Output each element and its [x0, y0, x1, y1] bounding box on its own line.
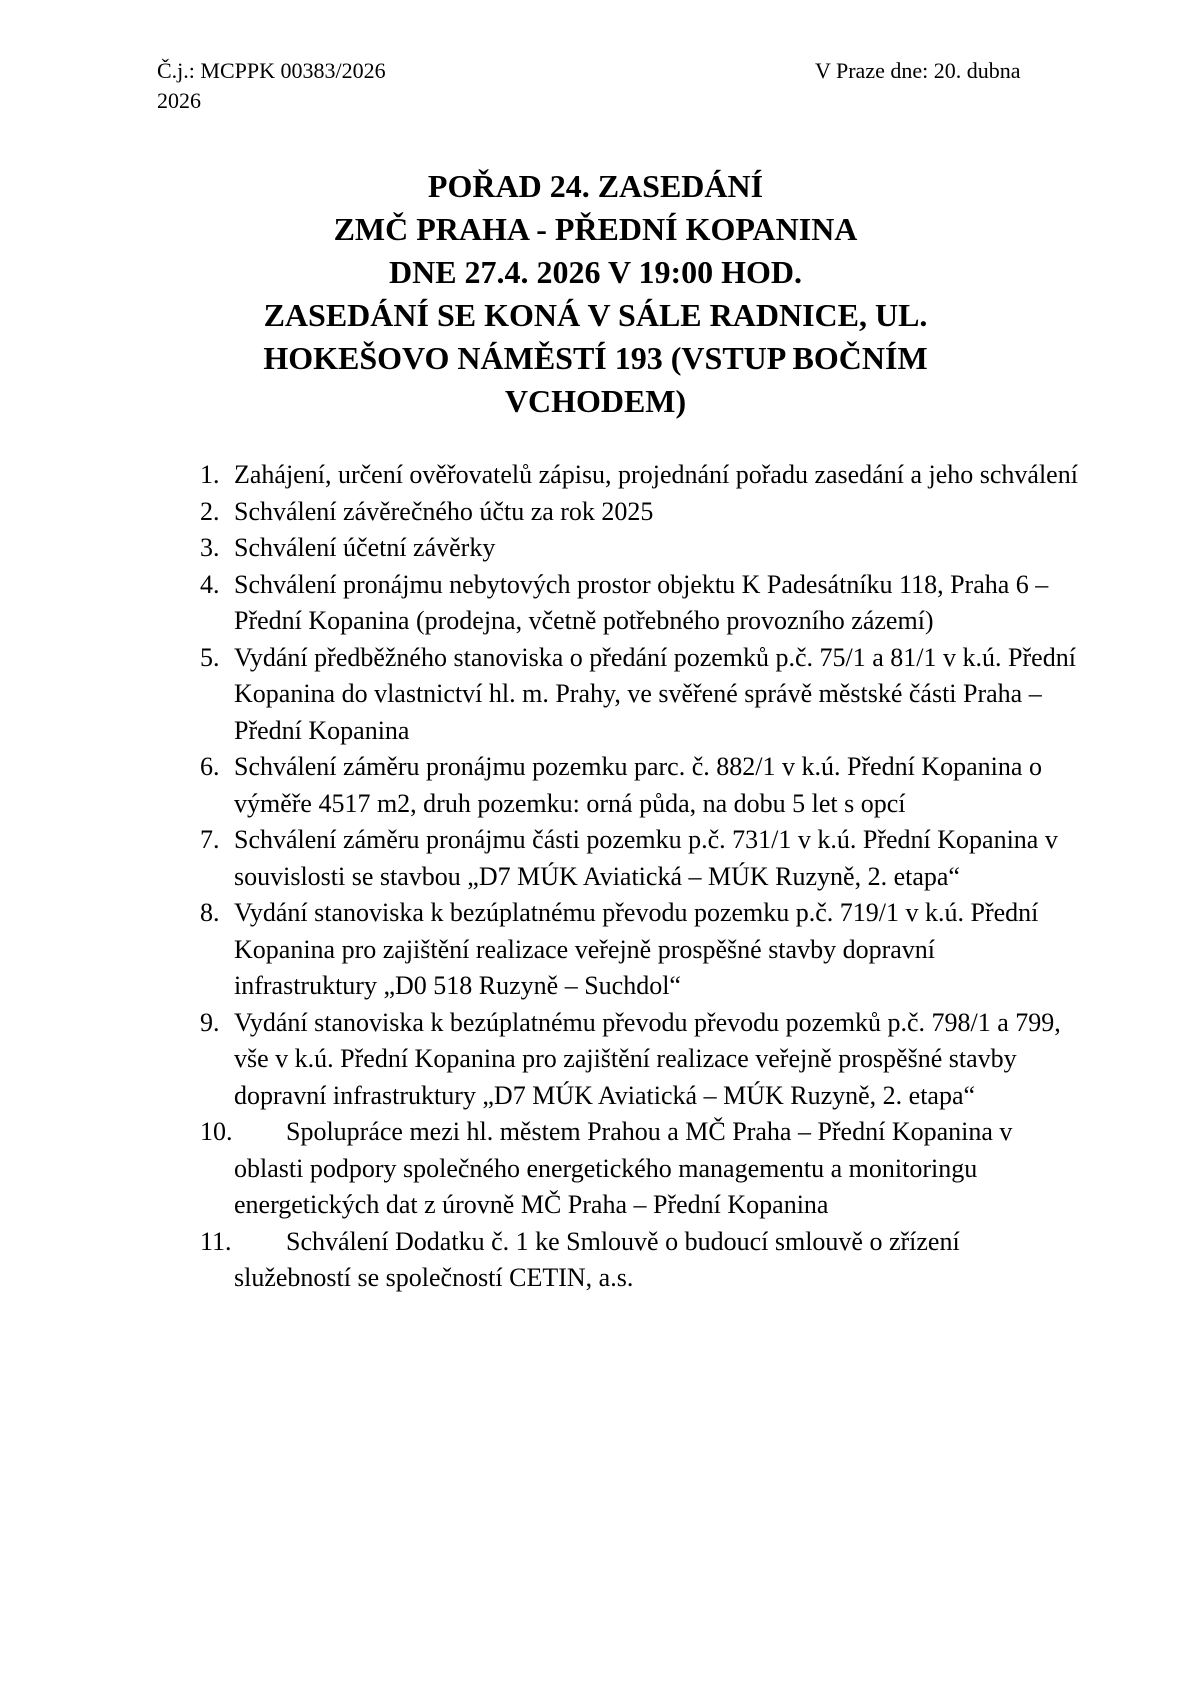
agenda-item [200, 822, 1080, 895]
reference-number-line: Č.j.: MCPPK 00383/2026 [157, 58, 386, 83]
agenda-item-text: Schválení Dodatku č. 1 ke Smlouvě o budoucí smlouvě o zřízení služebností se společností CETIN, a.s. [234, 1226, 960, 1292]
agenda-item [200, 567, 1080, 640]
agenda-item [200, 494, 1080, 531]
agenda-item [200, 530, 1080, 567]
title-line: DNE 27.4. 2026 V 19:00 HOD. [388, 254, 803, 290]
title-line: HOKEŠOVO NÁMĚSTÍ 193 (VSTUP BOČNÍM [263, 340, 928, 376]
document-date: V Praze dne: 20. dubna [815, 58, 1021, 83]
agenda-item [200, 895, 1080, 1005]
title-line: VCHODEM) [504, 383, 687, 419]
reference-number [157, 56, 386, 116]
agenda-item-text: Zahájení, určení ověřovatelů zápisu, projednání pořadu zasedání a jeho schválení [234, 460, 1078, 489]
agenda-item [200, 1224, 1080, 1297]
agenda-item-text: Vydání předběžného stanoviska o předání pozemků p.č. 75/1 a 81/1 v k.ú. Přední Kopanina do vlastnictví hl. m. Prahy, ve svěřené správě městské části Praha – Přední Kopanina [234, 642, 1076, 745]
agenda-item-text: Schválení pronájmu nebytových prostor objektu K Padesátníku 118, Praha 6 – Přední Kopanina (prodejna, včetně potřebného provozního zázemí) [234, 569, 1049, 635]
agenda-item [200, 457, 1080, 494]
reference-number-wrap: 2026 [157, 88, 201, 113]
agenda-item-number: 1. [200, 460, 220, 489]
agenda-item-text: Schválení účetní závěrky [234, 533, 496, 562]
agenda-item-text: Spolupráce mezi hl. městem Prahou a MČ Praha – Přední Kopanina v oblasti podpory společného energetického managementu a monitoringu energetických dat z úrovně MČ Praha – Přední Kopanina [234, 1117, 1013, 1219]
agenda-item-number: 6. [200, 752, 220, 781]
agenda-item-number: 8. [200, 898, 220, 927]
agenda-item-number: 4. [200, 569, 220, 599]
agenda-item [200, 640, 1080, 750]
title-line: POŘAD 24. ZASEDÁNÍ [427, 168, 764, 204]
agenda-list [200, 457, 1080, 1297]
title-line: ZASEDÁNÍ SE KONÁ V SÁLE RADNICE, UL. [263, 297, 928, 333]
agenda-item-number: 11. [200, 1226, 232, 1256]
agenda-item-text: Vydání stanoviska k bezúplatnému převodu převodu pozemků p.č. 798/1 a 799, vše v k.ú. Přední Kopanina pro zajištění realizace veřejně prospěšné stavby dopravní infrastruktury „D7 MÚK Aviatická – MÚK Ruzyně, 2. etapa“ [234, 1007, 1061, 1110]
agenda-item-number: 2. [200, 496, 220, 526]
agenda-item-text: Schválení závěrečného účtu za rok 2025 [234, 496, 654, 526]
agenda-item-number: 5. [200, 642, 220, 672]
agenda-item [200, 749, 1080, 822]
agenda-item-number: 9. [200, 1007, 220, 1037]
agenda-item-text: Schválení záměru pronájmu pozemku parc. č. 882/1 v k.ú. Přední Kopanina o výměře 4517 m2, druh pozemku: orná půda, na dobu 5 let s opcí [234, 752, 1042, 818]
agenda-item-number: 10. [200, 1117, 233, 1146]
agenda-item-text: Vydání stanoviska k bezúplatnému převodu pozemku p.č. 719/1 v k.ú. Přední Kopanina pro zajištění realizace veřejně prospěšné stavby dopravní infrastruktury „D0 518 Ruzyně – Suchdol“ [234, 898, 1039, 1000]
agenda-item-text: Schválení záměru pronájmu části pozemku p.č. 731/1 v k.ú. Přední Kopanina v souvislosti se stavbou „D7 MÚK Aviatická – MÚK Ruzyně, 2. etapa“ [234, 825, 1058, 891]
agenda-item-number: 3. [200, 533, 220, 562]
agenda-item [200, 1005, 1080, 1115]
title-line: ZMČ PRAHA - PŘEDNÍ KOPANINA [333, 211, 858, 247]
page-title [157, 165, 1034, 423]
agenda-item-number: 7. [200, 825, 220, 854]
agenda-item [200, 1114, 1080, 1224]
